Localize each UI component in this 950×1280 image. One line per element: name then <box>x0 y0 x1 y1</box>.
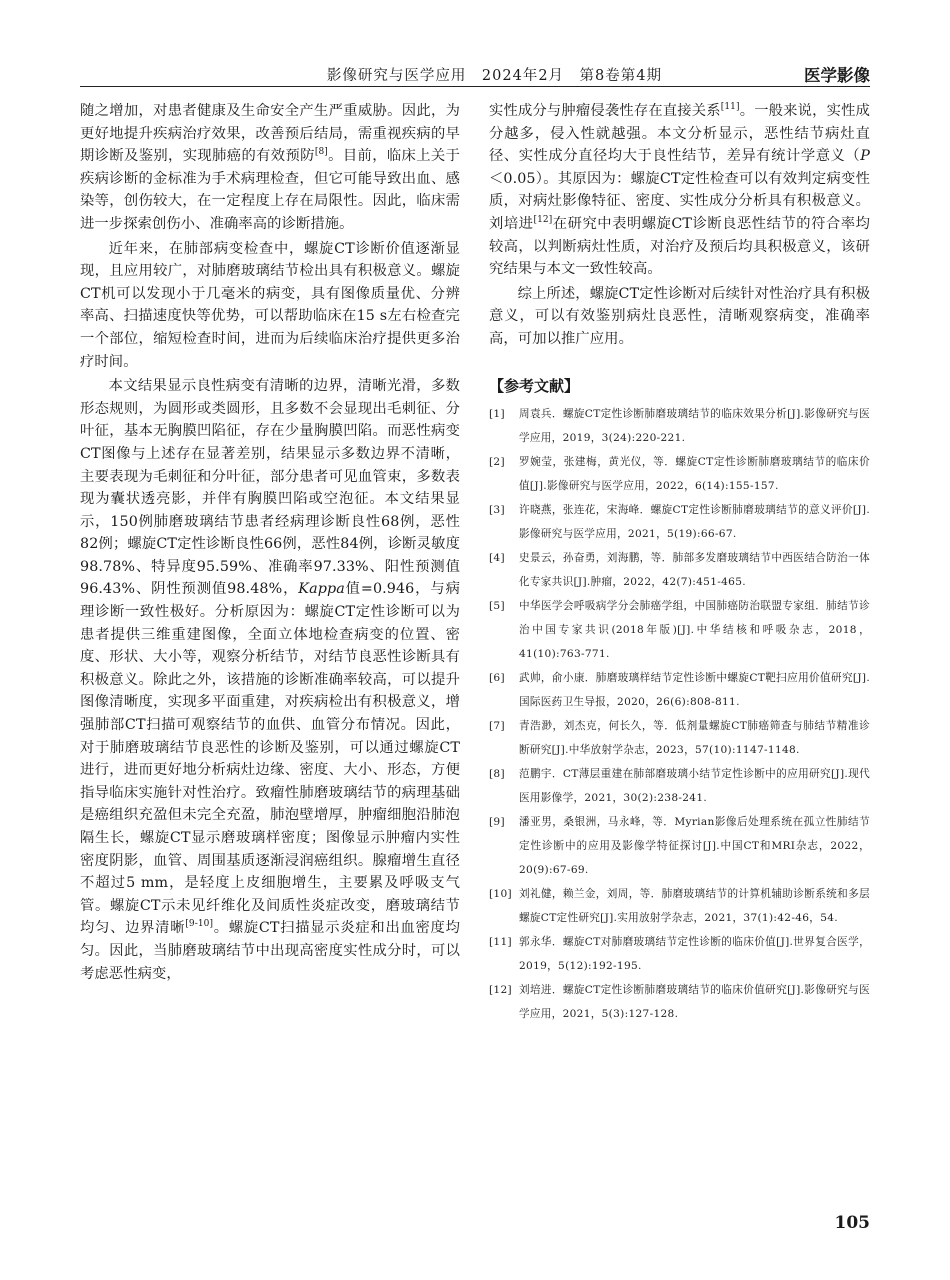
reference-item: [12] 刘培进．螺旋CT定性诊断肺磨玻璃结节的临床价值研究[J].影像研究与医学应用，2021，5(3):127-128. <box>489 983 870 1020</box>
references-heading: 【参考文献】 <box>489 376 580 395</box>
paragraph: 本文结果显示良性病变有清晰的边界，清晰光滑，多数形态规则，为圆形或类圆形，且多数不会显现出毛刺征、分叶征，基本无胸膜凹陷征，存在少量胸膜凹陷。而恶性病变CT图像与上述存在显著差别，结果显示多数边界不清晰，主要表现为毛刺征和分叶征，部分患者可见血管束，多数表现为囊状透亮影，并伴有胸膜凹陷或空泡征。本文结果显示，150例肺磨玻璃结节患者经病理诊断良性68例，恶性82例；螺旋CT定性诊断良性66例，恶性84例，诊断灵敏度98.78%、特异度95.59%、准确率97.33%、阳性预测值96.43%、阴性预测值98.48%，Kappa值=0.946，与病理诊断一致性极好。分析原因为：螺旋CT定性诊断可以为患者提供三维重建图像，全面立体地检查病变的位置、密度、形状、大小等，观察分析结节，对结节良恶性诊断具有积极意义。除此之外，该措施的诊断准确率较高，可以提升图像清晰度，实现多平面重建，对疾病检出有积极意义，增强肺部CT扫描可观察结节的血供、血管分布情况。因此，对于肺磨玻璃结节良恶性的诊断及鉴别，可以通过螺旋CT进行，进而更好地分析病灶边缘、密度、大小、形态，方便指导临床实施针对性治疗。致瘤性肺磨玻璃结节的病理基础是癌组织充盈但未完全充盈，肺泡壁增厚，肿瘤细胞沿肺泡隔生长，螺旋CT显示磨玻璃样密度；图像显示肿瘤内实性密度阴影，血管、周围基质逐渐浸润癌组织。腺瘤增生直径不超过5 mm，是轻度上皮细胞增生，主要累及呼吸支气管。螺旋CT示未见纤维化及间质性炎症改变，磨玻璃结节均匀、边界清晰[9-10]。螺旋CT扫描显示炎症和出血密度均匀。因此，当肺磨玻璃结节中出现高密度实性成分时，可以考虑恶性病变， <box>80 378 460 982</box>
paragraph: 实性成分与肿瘤侵袭性存在直接关系[11]。一般来说，实性成分越多，侵入性就越强。本文分析显示，恶性结节病灶直径、实性成分直径均大于良性结节，差异有统计学意义（P＜0.05）。其原因为：螺旋CT定性检查可以有效判定病变性质，对病灶影像特征、密度、实性成分分析具有积极意义。刘培进[12]在研究中表明螺旋CT诊断良恶性结节的符合率均较高，以判断病灶性质，对治疗及预后均具积极意义，该研究结果与本文一致性较高。 <box>489 102 870 278</box>
citation[interactable]: [12] <box>533 215 553 226</box>
section-title: 医学影像 <box>804 66 870 85</box>
reference-list <box>489 402 870 1026</box>
reference-item: [10] 刘礼健，赖兰金，刘周，等．肺磨玻璃结节的计算机辅助诊断系统和多层螺旋CT定性研究[J].实用放射学杂志，2021，37(1):42-46，54. <box>489 887 870 924</box>
reference-item: [7] 青浩渺，刘杰克，何长久，等．低剂量螺旋CT肺癌筛查与肺结节精准诊断研究[J].中华放射学杂志，2023，57(10):1147-1148. <box>489 719 870 756</box>
reference-item: [5] 中华医学会呼吸病学分会肺癌学组，中国肺癌防治联盟专家组．肺结节诊治中国专家共识(2018年版)[J].中华结核和呼吸杂志，2018，41(10):763-771. <box>489 599 870 660</box>
citation[interactable]: [8] <box>314 147 328 158</box>
page-number: 105 <box>834 1213 870 1233</box>
reference-item: [8] 范鹏宇．CT薄层重建在肺部磨玻璃小结节定性诊断中的应用研究[J].现代医用影像学，2021，30(2):238-241. <box>489 767 870 804</box>
reference-item: [2] 罗婉莹，张建梅，黄光仪，等．螺旋CT定性诊断肺磨玻璃结节的临床价值[J].影像研究与医学应用，2022，6(14):155-157. <box>489 455 870 492</box>
paragraph: 综上所述，螺旋CT定性诊断对后续针对性治疗具有积极意义，可以有效鉴别病灶良恶性，清晰观察病变，准确率高，可加以推广应用。 <box>489 285 870 347</box>
left-column <box>80 100 460 985</box>
reference-item: [11] 郭永华．螺旋CT对肺磨玻璃结节定性诊断的临床价值[J].世界复合医学，2019，5(12):192-195. <box>489 935 870 972</box>
reference-item: [4] 史景云，孙奋勇，刘海鹏，等．肺部多发磨玻璃结节中西医结合防治一体化专家共识[J].肿瘤，2022，42(7):451-465. <box>489 551 870 588</box>
reference-item: [3] 许晓燕，张连花，宋海峰．螺旋CT定性诊断肺磨玻璃结节的意义评价[J].影像研究与医学应用，2021，5(19):66-67. <box>489 503 870 540</box>
paragraph: 近年来，在肺部病变检查中，螺旋CT诊断价值逐渐显现，且应用较广，对肺磨玻璃结节检出具有积极意义。螺旋CT机可以发现小于几毫米的病变，具有图像质量优、分辨率高、扫描速度快等优势，可以帮助临床在15 s左右检查完一个部位，缩短检查时间，进而为后续临床治疗提供更多治疗时间。 <box>80 240 460 370</box>
paragraph: 随之增加，对患者健康及生命安全产生严重威胁。因此，为更好地提升疾病治疗效果，改善预后结局，需重视疾病的早期诊断及鉴别，实现肺癌的有效预防[8]。目前，临床上关于疾病诊断的金标准为手术病理检查，但它可能导致出血、感染等，创伤较大，在一定程度上存在局限性。因此，临床需进一步探索创伤小、准确率高的诊断措施。 <box>80 103 460 232</box>
journal-info: 影像研究与医学应用 2024年2月 第8卷第4期 <box>326 68 662 84</box>
reference-item: [9] 潘亚男，桑银洲，马永峰，等．Myrian影像后处理系统在孤立性肺结节定性诊断中的应用及影像学特征探讨[J].中国CT和MRI杂志，2022，20(9):67-69. <box>489 815 870 876</box>
citation[interactable]: [9-10] <box>185 919 214 930</box>
reference-item: [1] 周袁兵．螺旋CT定性诊断肺磨玻璃结节的临床效果分析[J].影像研究与医学应用，2019，3(24):220-221. <box>489 407 870 444</box>
citation[interactable]: [11] <box>720 102 740 113</box>
running-header <box>80 58 870 87</box>
reference-item: [6] 武帅，俞小康．肺磨玻璃样结节定性诊断中螺旋CT靶扫应用价值研究[J].国际医药卫生导报，2020，26(6):808-811. <box>489 671 870 708</box>
right-column <box>489 100 870 1026</box>
